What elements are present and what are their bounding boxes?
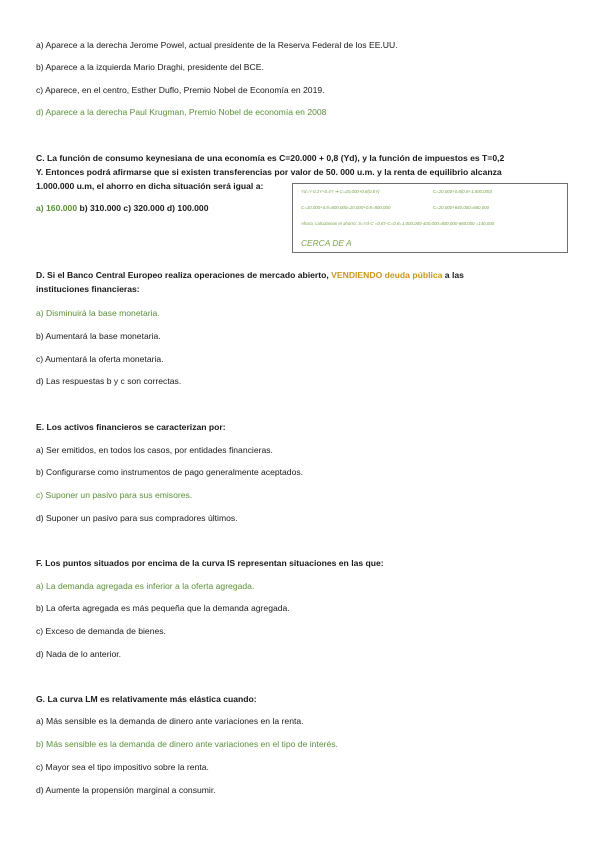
question-f-option-a-correct: a) La demanda agregada es inferior a la oferta agregada. [36, 581, 255, 591]
note-conclusion: CERCA DE A [301, 238, 352, 248]
question-f-option-d: d) Nada de lo anterior. [36, 649, 122, 659]
question-d-highlight-vendiendo: VENDIENDO [331, 270, 383, 280]
prev-option-d-correct: d) Aparece a la derecha Paul Krugman, Premio Nobel de economía en 2008 [36, 107, 327, 117]
question-e-option-d: d) Suponer un pasivo para sus compradores últimos. [36, 513, 238, 523]
prev-option-c: c) Aparece, en el centro, Esther Duflo, Premio Nobel de Economía en 2019. [36, 85, 325, 95]
question-g-option-b-correct: b) Más sensible es la demanda de dinero ante variaciones en el tipo de interés. [36, 739, 338, 749]
question-c-stem-line1: C. La función de consumo keynesiana de una economía es C=20.000 + 0,8 (Yd), y la función de impuestos es T=0,2 [36, 153, 505, 163]
note-line-2a: C=20,000+0.8=800,000=20,000+0.8=800,000 [301, 205, 391, 210]
prev-option-a: a) Aparece a la derecha Jerome Powel, actual presidente de la Reserva Federal de los EE.UU. [36, 40, 398, 50]
prev-option-b: b) Aparece a la izquierda Mario Draghi, presidente del BCE. [36, 62, 264, 72]
question-d-stem-pre: D. Si el Banco Central Europeo realiza operaciones de mercado abierto, [36, 270, 332, 280]
question-d-option-b: b) Aumentará la base monetaria. [36, 331, 161, 341]
question-f-stem: F. Los puntos situados por encima de la curva IS representan situaciones en las que: [36, 558, 384, 568]
question-e-option-b: b) Configurarse como instrumentos de pago generalmente aceptados. [36, 467, 304, 477]
question-c-options-rest: b) 310.000 c) 320.000 d) 100.000 [77, 203, 209, 213]
question-f-option-b: b) La oferta agregada es más pequeña que la demanda agregada. [36, 603, 290, 613]
question-c-stem-line3: 1.000.000 u.m, el ahorro en dicha situación será igual a: [36, 181, 264, 191]
note-line-1b: C=20,000+0.8(0.8+1,000,000) [433, 189, 492, 194]
question-g-option-a: a) Más sensible es la demanda de dinero ante variaciones en la renta. [36, 716, 304, 726]
question-d-stem-line2: instituciones financieras: [36, 284, 140, 294]
handwritten-note-box [292, 183, 568, 253]
question-e-stem: E. Los activos financieros se caracterizan por: [36, 422, 226, 432]
question-c-stem-line2: Y. Entonces podrá afirmarse que si existen transferencias por valor de 50. 000 u.m. y la renta de equilibrio alcanza [36, 167, 502, 177]
question-c-options [36, 203, 208, 213]
note-line-2b: C=20,000+640,000=660,000 [433, 205, 490, 210]
question-d-option-d: d) Las respuestas b y c son correctas. [36, 376, 182, 386]
question-d-highlight-deuda: deuda pública [382, 270, 443, 280]
question-g-option-d: d) Aumente la propensión marginal a consumir. [36, 785, 216, 795]
question-d-option-a-correct: a) Disminuirá la base monetaria. [36, 308, 160, 318]
question-d-stem-line1 [36, 270, 464, 280]
question-g-stem: G. La curva LM es relativamente más elástica cuando: [36, 694, 257, 704]
question-c-option-a-correct: a) 160.000 [36, 203, 78, 213]
question-f-option-c: c) Exceso de demanda de bienes. [36, 626, 166, 636]
question-d-stem-post: a las [442, 270, 464, 280]
question-e-option-c-correct: c) Suponer un pasivo para sus emisores. [36, 490, 193, 500]
question-d-option-c: c) Aumentará la oferta monetaria. [36, 354, 164, 364]
note-line-3: Ahora, calculamos el ahorro: S=Yd-C =0.8Y-C=0.8=1,000,000-400,000=800,000-660,000 =140,000 [301, 221, 495, 226]
question-e-option-a: a) Ser emitidos, en todos los casos, por entidades financieras. [36, 445, 273, 455]
question-g-option-c: c) Mayor sea el tipo impositivo sobre la renta. [36, 762, 209, 772]
note-line-1a: Yd=Y-0.2Y+0.4Y ➔ C=20,000+0.8(0.6Y) [301, 189, 380, 194]
